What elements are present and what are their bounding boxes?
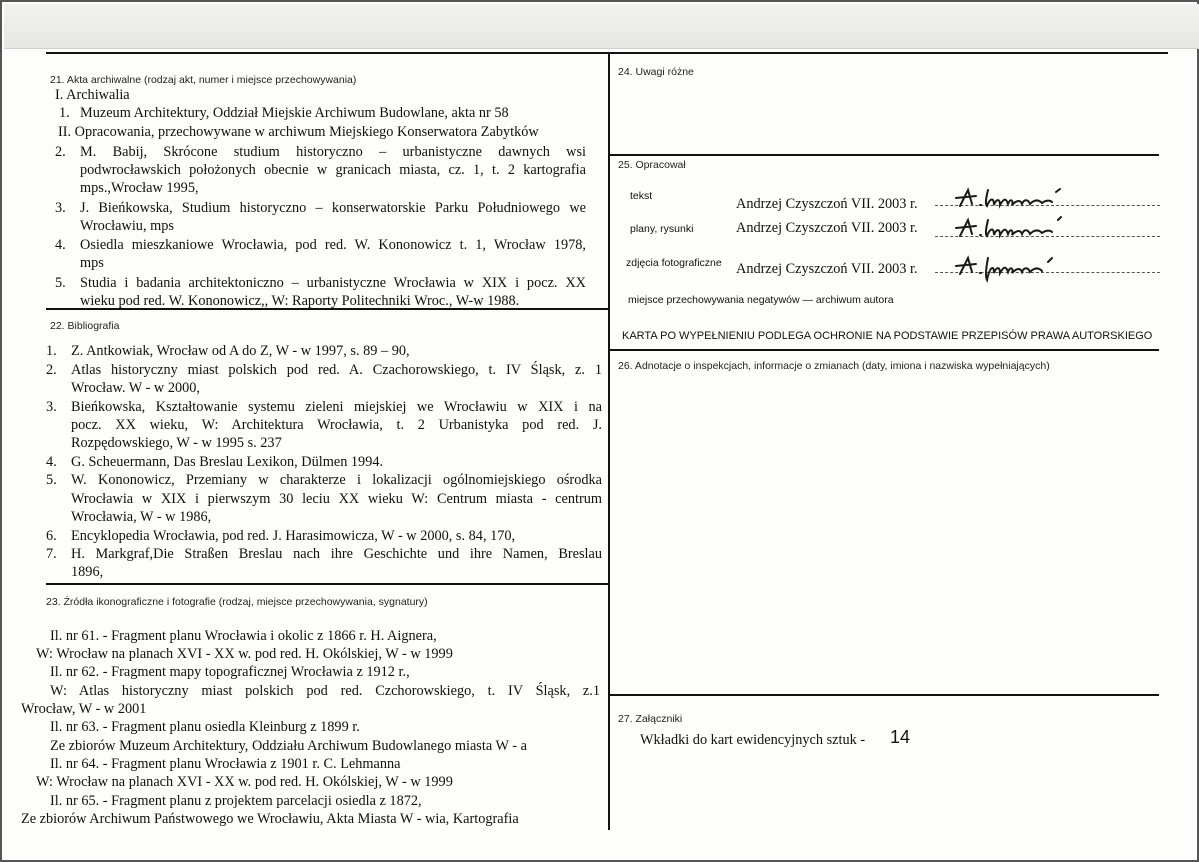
icon-line: Ze zbiorów Archiwum Państwowego we Wrocławiu, Akta Miasta W - wia, Kartografia (21, 811, 519, 827)
list-item-line: 1896, (71, 564, 104, 581)
list-item-line: mps (80, 255, 104, 271)
list-item-line: podwrocławskich położonych obecnie w granicach miasta, cz. 1, t. 2 kartografia (80, 162, 586, 178)
section-22-title: 22. Bibliografia (50, 320, 120, 332)
icon-line: W: Atlas historyczny miast polskich pod red. Czchorowskiego, t. IV Śląsk, z.1 (50, 683, 600, 699)
item-number: 2. (55, 144, 66, 160)
icon-line: Ze zbiorów Muzeum Architektury, Oddziału Archiwum Budowlanego miasta W - a (50, 738, 527, 754)
rule-22-23 (46, 583, 609, 585)
item-number: 7. (46, 546, 57, 563)
rule-26-27 (609, 694, 1159, 696)
top-rule (46, 52, 1168, 54)
list-item-line: G. Scheuermann, Das Breslau Lexikon, Dülmen 1994. (71, 453, 384, 470)
list-item-line: Wrocław. W - w 2000, (71, 379, 200, 396)
author-row-value: Andrzej Czyszczoń VII. 2003 r. (736, 261, 918, 277)
author-row-label: plany, rysunki (630, 223, 694, 235)
section-25-title: 25. Opracował (618, 159, 686, 171)
list-item-line: Atlas historyczny miast polskich pod red. A. Czachorowskiego, t. IV Śląsk, z. 1 (71, 361, 602, 378)
list-item-line: M. Babij, Skrócone studium historyczno – urbanistyczne dawnych wsi (80, 144, 586, 160)
list-item-line: wieku pod red. W. Kononowicz,, W: Raporty Politechniki Wroc., W-w 1988. (80, 292, 520, 309)
item-number: 6. (46, 527, 57, 544)
list-item-line: Bieńkowska, Kształtowanie systemu zieleni miejskiej we Wrocławiu w XIX i na (71, 398, 602, 415)
icon-line: W: Wrocław na planach XVI - XX w. pod red. H. Okólskiej, W - w 1999 (36, 646, 453, 662)
section-23-title: 23. Źródła ikonograficzne i fotografie (rodzaj, miejsce przechowywania, sygnatury) (46, 596, 428, 608)
column-divider (608, 52, 610, 830)
item-number: 5. (46, 472, 57, 489)
signature-2 (952, 214, 1082, 242)
negatives-storage: miejsce przechowywania negatywów — archiwum autora (628, 294, 894, 306)
icon-line: W: Wrocław na planach XVI - XX w. pod red. H. Okólskiej, W - w 1999 (36, 774, 453, 790)
opracowania-heading: II. Opracowania, przechowywane w archiwum Miejskiego Konserwatora Zabytków (58, 124, 539, 140)
item-number: 3. (46, 398, 57, 415)
icon-line: Il. nr 62. - Fragment mapy topograficznej Wrocławia z 1912 r., (50, 664, 410, 680)
item-number: 1. (59, 105, 70, 121)
list-item-line: Wrocławia, W - w 1986, (71, 508, 212, 525)
item-number: 3. (55, 199, 66, 216)
icon-line: Il. nr 64. - Fragment planu Wrocławia z 1901 r. C. Lehmanna (50, 756, 401, 772)
list-item-line: mps.,Wrocław 1995, (80, 180, 199, 196)
archive-item: Muzeum Architektury, Oddział Miejskie Archiwum Budowlane, akta nr 58 (80, 105, 509, 121)
signature-1 (952, 184, 1082, 212)
rule-25-26 (609, 349, 1159, 351)
copyright-notice: KARTA PO WYPEŁNIENIU PODLEGA OCHRONIE NA PODSTAWIE PRZEPISÓW PRAWA AUTORSKIEGO (622, 330, 1153, 342)
signature-3 (952, 252, 1082, 286)
section-27-title: 27. Załączniki (618, 713, 683, 725)
author-row-value: Andrzej Czyszczoń VII. 2003 r. (736, 196, 918, 212)
icon-line: Il. nr 65. - Fragment planu z projektem parcelacji osiedla z 1872, (50, 793, 422, 809)
rule-24-25 (609, 154, 1159, 156)
list-item-line: Rozpędowskiego, W - w 1995 s. 237 (71, 435, 282, 451)
list-item-line: Encyklopedia Wrocławia, pod red. J. Harasimowicza, W - w 2000, s. 84, 170, (71, 527, 516, 544)
list-item-line: Wrocławia w XIX i pierwszym 30 leciu XX wieku W: Centrum miasta - centrum (71, 490, 602, 507)
item-number: 5. (55, 274, 66, 291)
list-item-line: H. Markgraf,Die Straßen Breslau nach ihre Geschichte und ihre Namen, Breslau (71, 546, 602, 563)
list-item-line: Studia i badania architektoniczno – urbanistyczne Wrocławia w XIX i pocz. XX (80, 274, 586, 291)
icon-line: Il. nr 61. - Fragment planu Wrocławia i okolic z 1866 r. H. Aignera, (50, 628, 437, 644)
author-row-value: Andrzej Czyszczoń VII. 2003 r. (736, 220, 918, 236)
item-number: 4. (55, 237, 66, 253)
list-item-line: W. Kononowicz, Przemiany w charakterze i lokalizacji ogólnomiejskiego ośrodka (71, 472, 602, 489)
archiwalia-heading: I. Archiwalia (55, 87, 130, 103)
section-21-title: 21. Akta archiwalne (rodzaj akt, numer i miejsce przechowywania) (50, 74, 357, 86)
author-row-label: tekst (630, 190, 653, 202)
item-number: 1. (46, 343, 57, 359)
list-item-line: pocz. XX wieku, W: Architektura Wrocławia, t. 2 Urbanistyka pod red. J. (71, 416, 602, 433)
list-item-line: Z. Antkowiak, Wrocław od A do Z, W - w 1997, s. 89 – 90, (71, 343, 410, 359)
section-26-title: 26. Adnotacje o inspekcjach, informacje o zmianach (daty, imiona i nazwiska wypełniających) (618, 360, 1050, 372)
item-number: 2. (46, 361, 57, 378)
list-item-line: Wrocławiu, mps (80, 217, 174, 234)
list-item-line: J. Bieńkowska, Studium historyczno – konserwatorskie Parku Południowego we (80, 199, 586, 216)
attachments-text: Wkładki do kart ewidencyjnych sztuk - (640, 732, 866, 748)
section-24-title: 24. Uwagi różne (618, 66, 694, 78)
author-row-label: zdjęcia fotograficzne (626, 257, 722, 269)
attachments-count: 14 (890, 727, 911, 747)
top-paper-strip (4, 4, 1199, 49)
item-number: 4. (46, 453, 57, 470)
icon-line: Wrocław, W - w 2001 (21, 701, 147, 717)
icon-line: Il. nr 63. - Fragment planu osiedla Kleinburg z 1899 r. (50, 719, 360, 735)
list-item-line: Osiedla mieszkaniowe Wrocławia, pod red. W. Kononowicz t. 1, Wrocław 1978, (80, 237, 586, 253)
